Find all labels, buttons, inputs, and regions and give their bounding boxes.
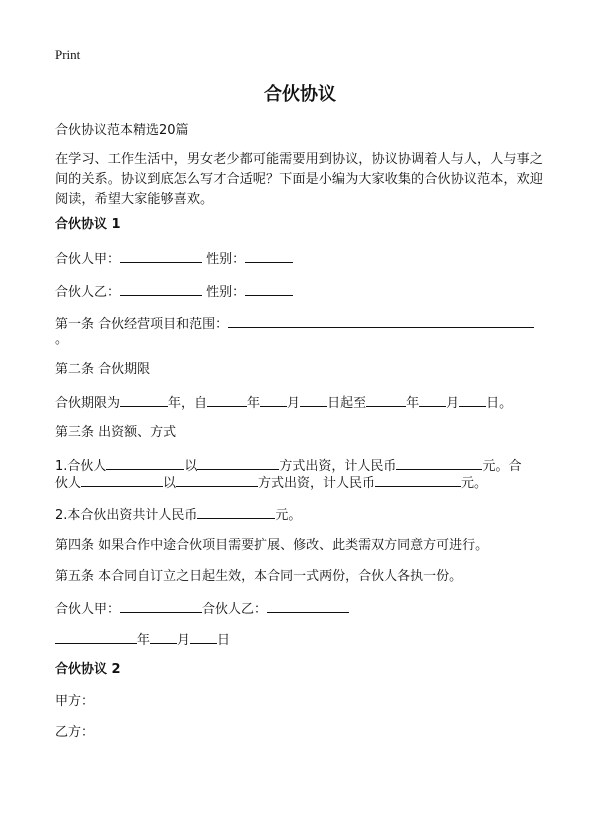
end-year-label: 年 bbox=[406, 396, 420, 411]
gender-b-label: 性别： bbox=[206, 285, 246, 300]
article-1-blank bbox=[228, 313, 534, 328]
signature-date-line bbox=[55, 629, 555, 651]
sign-day-label: 日 bbox=[217, 633, 231, 648]
contribution-2-with-label: 以 bbox=[163, 476, 177, 491]
start-month-blank bbox=[260, 392, 287, 407]
article-1-label: 第一条 合伙经营项目和范围： bbox=[55, 317, 229, 332]
document-title: 合伙协议 bbox=[264, 84, 336, 105]
partner-a-line bbox=[55, 248, 555, 270]
contribution-1-yuan-label: 元。合 bbox=[482, 459, 522, 474]
term-line bbox=[55, 392, 555, 414]
print-link[interactable]: Print bbox=[55, 47, 81, 62]
end-year-blank bbox=[366, 392, 406, 407]
party-a-label: 甲方： bbox=[55, 694, 95, 709]
gender-a-label: 性别： bbox=[206, 252, 246, 267]
contribution-2-amount-blank bbox=[375, 472, 461, 487]
contribution-total-yuan: 元。 bbox=[275, 508, 302, 523]
contribution-1-with-label: 以 bbox=[184, 459, 198, 474]
contribution-1-partner-blank bbox=[106, 455, 184, 470]
start-month-label: 月 bbox=[287, 396, 301, 411]
sign-a-label: 合伙人甲： bbox=[55, 602, 121, 617]
contribution-total-blank bbox=[197, 504, 275, 519]
partner-b-line bbox=[55, 281, 555, 303]
gender-a-blank bbox=[245, 248, 293, 263]
gender-b-blank bbox=[245, 281, 293, 296]
contribution-1-method-blank bbox=[197, 455, 279, 470]
contribution-total-label: 2.本合伙出资共计人民币 bbox=[55, 508, 198, 523]
contribution-2-partner-blank bbox=[81, 472, 163, 487]
end-month-label: 月 bbox=[446, 396, 460, 411]
end-month-blank bbox=[419, 392, 446, 407]
contribution-2-partner-label: 伙人 bbox=[55, 476, 82, 491]
start-day-label: 日起至 bbox=[327, 396, 367, 411]
sign-b-label: 合伙人乙： bbox=[202, 602, 268, 617]
party-b-label: 乙方： bbox=[55, 725, 95, 740]
term-from-label: 年，自 bbox=[168, 396, 208, 411]
contribution-1-line-2 bbox=[55, 472, 555, 494]
sign-month-label: 月 bbox=[177, 633, 191, 648]
end-day-blank bbox=[459, 392, 486, 407]
contribution-2-method-label: 方式出资，计人民币 bbox=[258, 476, 376, 491]
contribution-1-method-label: 方式出资，计人民币 bbox=[279, 459, 397, 474]
partner-a-label: 合伙人甲： bbox=[55, 252, 121, 267]
sign-year-label: 年 bbox=[137, 633, 151, 648]
start-year-blank bbox=[207, 392, 247, 407]
sign-month-blank bbox=[150, 629, 177, 644]
sign-year-blank bbox=[55, 629, 137, 644]
partner-b-label: 合伙人乙： bbox=[55, 285, 121, 300]
article-1-end: 。 bbox=[55, 332, 69, 347]
start-year-label: 年 bbox=[247, 396, 261, 411]
partner-a-blank bbox=[120, 248, 202, 263]
section1-heading: 合伙协议 1 bbox=[55, 217, 121, 232]
end-day-label: 日。 bbox=[486, 396, 513, 411]
partner-b-blank bbox=[120, 281, 202, 296]
contribution-2-method-blank bbox=[176, 472, 258, 487]
article-5: 第五条 本合同自订立之日起生效，本合同一式两份，合伙人各执一份。 bbox=[55, 569, 463, 584]
contribution-1-amount-blank bbox=[396, 455, 482, 470]
article-3-heading: 第三条 出资额、方式 bbox=[55, 425, 177, 440]
sign-a-blank bbox=[120, 598, 202, 613]
contribution-2-yuan-label: 元。 bbox=[461, 476, 488, 491]
sign-b-blank bbox=[267, 598, 349, 613]
term-years-blank bbox=[120, 392, 168, 407]
intro-paragraph: 在学习、工作生活中，男女老少都可能需要用到协议，协议协调着人与人，人与事之间的关系。协议到底怎么写才合适呢？下面是小编为大家收集的合伙协议范本，欢迎阅读，希望大家能够喜欢。 bbox=[55, 152, 543, 207]
signature-line bbox=[55, 598, 555, 620]
sign-day-blank bbox=[190, 629, 217, 644]
article-2-heading: 第二条 合伙期限 bbox=[55, 362, 151, 377]
document-subtitle: 合伙协议范本精选20篇 bbox=[55, 123, 189, 138]
contribution-total-line bbox=[55, 504, 555, 526]
article-4: 第四条 如果合作中途合伙项目需要扩展、修改、此类需双方同意方可进行。 bbox=[55, 538, 489, 553]
term-prefix: 合伙期限为 bbox=[55, 396, 121, 411]
section2-heading: 合伙协议 2 bbox=[55, 662, 121, 677]
contribution-1-partner-label: 1.合伙人 bbox=[55, 459, 107, 474]
start-day-blank bbox=[300, 392, 327, 407]
